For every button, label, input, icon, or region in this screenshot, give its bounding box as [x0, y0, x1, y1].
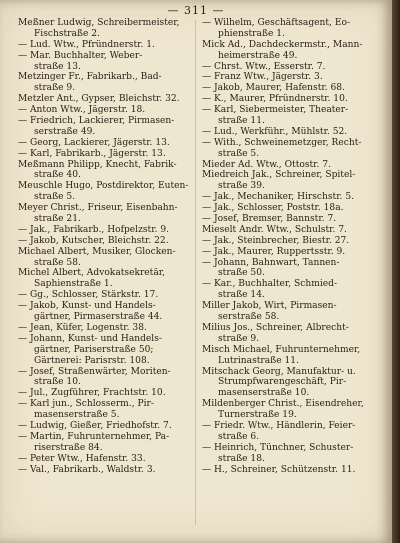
directory-entry: Meßmann Philipp, Knecht, Fabrik- — [18, 159, 177, 170]
directory-entry: Metzinger Fr., Fabrikarb., Bad- — [18, 72, 162, 83]
directory-entry: — Karl jun., Schlosserm., Pir- — [18, 399, 154, 410]
directory-entry-continuation: straße 39. — [218, 181, 265, 192]
directory-entry-continuation: straße 13. — [34, 61, 81, 72]
directory-entry: — Chrst. Wtw., Esserstr. 7. — [202, 61, 326, 72]
directory-entry: Meyer Christ., Friseur, Eisenbahn- — [18, 203, 178, 214]
directory-entry: — Heinrich, Tünchner, Schuster- — [202, 442, 354, 453]
directory-entry-continuation: riserstraße 84. — [34, 442, 103, 453]
directory-entry-continuation: straße 11. — [218, 116, 265, 127]
directory-entry: Michel Albert, Advokatsekretär, — [18, 268, 166, 279]
book-binding — [392, 0, 400, 543]
directory-entry: — Wilhelm, Geschäftsagent, Eo- — [202, 18, 351, 28]
directory-entry: — Val., Fabrikarb., Waldstr. 3. — [18, 464, 156, 475]
directory-entry-continuation: straße 9. — [218, 333, 260, 344]
directory-entry: Miedreich Jak., Schreiner, Spitel- — [202, 170, 356, 181]
directory-entry: — With., Schweinemetzger, Recht- — [202, 137, 362, 148]
directory-entry-continuation: straße 14. — [218, 290, 265, 301]
directory-entry: — Jean, Küfer, Logenstr. 38. — [18, 322, 147, 333]
directory-entry-continuation: Turnerstraße 19. — [218, 410, 297, 421]
directory-entry-continuation: heimerstraße 49. — [218, 50, 298, 61]
directory-entry-continuation: Strumpfwarengeschäft, Pir- — [218, 377, 347, 388]
directory-entry: — Jakob, Maurer, Hafenstr. 68. — [202, 83, 345, 94]
directory-entry-continuation: straße 18. — [218, 453, 265, 464]
directory-entry: — H., Schreiner, Schützenstr. 11. — [202, 464, 356, 475]
left-column — [18, 18, 193, 475]
directory-entry: — K., Maurer, Pfründnerstr. 10. — [202, 94, 348, 105]
directory-entry: Miller Jakob, Wirt, Pirmasen- — [202, 301, 337, 312]
directory-entry: — Johann, Kunst- und Handels- — [18, 333, 162, 344]
directory-entry: — Lud. Wtw., Pfründnerstr. 1. — [18, 39, 155, 50]
directory-entry-continuation: Saphienstraße 1. — [34, 279, 113, 290]
directory-entry: — Ludwig, Gießer, Friedhofstr. 7. — [18, 420, 172, 431]
directory-entry: Mildenberger Christ., Eisendreher, — [202, 399, 364, 410]
directory-entry-continuation: straße 5. — [34, 192, 76, 203]
directory-entry-continuation: Gärtnerei: Parisrstr. 108. — [34, 355, 150, 366]
directory-entry: — Johann, Bahnwart, Tannen- — [202, 257, 340, 268]
directory-entry: Mieder Ad. Wtw., Ottostr. 7. — [202, 159, 331, 170]
directory-entry: Mieselt Andr. Wtw., Schulstr. 7. — [202, 224, 347, 235]
directory-entry-continuation: straße 10. — [34, 377, 81, 388]
directory-entry: — Jak., Schlosser, Poststr. 18a. — [202, 203, 344, 214]
directory-entry: — Friedrich, Lackierer, Pirmasen- — [18, 116, 175, 127]
directory-entry: — Jak., Steinbrecher, Biestr. 27. — [202, 235, 350, 246]
directory-entry: — Josef, Bremser, Bannstr. 7. — [202, 214, 337, 225]
directory-entry-continuation: serstraße 49. — [34, 126, 96, 137]
directory-entry-continuation: straße 21. — [34, 214, 81, 225]
directory-entry: Mick Ad., Dachdeckermstr., Mann- — [202, 39, 363, 50]
directory-entry-continuation: gärtner, Pariserstraße 50; — [34, 344, 154, 355]
directory-entry: — Mar. Buchhalter, Weber- — [18, 50, 143, 61]
directory-entry-continuation: Lutrinastraße 11. — [218, 355, 299, 366]
directory-entry: Meuschle Hugo, Postdirektor, Euten- — [18, 181, 189, 192]
directory-entry: — Jakob, Kutscher, Bleichstr. 22. — [18, 235, 169, 246]
right-column — [202, 18, 377, 475]
directory-entry-continuation: straße 58. — [34, 257, 81, 268]
directory-entry: Meßner Ludwig, Schreibermeister, — [18, 18, 180, 28]
directory-entry: — Jul., Zugführer, Frachtstr. 10. — [18, 388, 166, 399]
directory-entry: — Karl, Fabrikarb., Jägerstr. 13. — [18, 148, 166, 159]
directory-entry-continuation: serstraße 58. — [218, 312, 280, 323]
directory-entry: Misch Michael, Fuhrunternehmer, — [202, 344, 361, 355]
directory-entry-continuation: straße 9. — [34, 83, 76, 94]
directory-entry: — Peter Wtw., Hafenstr. 33. — [18, 453, 146, 464]
directory-entry: — Jakob, Kunst- und Handels- — [18, 301, 156, 312]
directory-entry: Milius Jos., Schreiner, Albrecht- — [202, 322, 349, 333]
directory-entry: — Gg., Schlosser, Stärkstr. 17. — [18, 290, 159, 301]
directory-entry-continuation: masenserstraße 5. — [34, 410, 120, 421]
directory-entry: — Jak., Maurer, Ruppertsstr. 9. — [202, 246, 346, 257]
directory-entry-continuation: straße 6. — [218, 431, 260, 442]
directory-entry: — Kar., Buchhalter, Schmied- — [202, 279, 338, 290]
directory-entry-continuation: straße 5. — [218, 148, 260, 159]
directory-entry: Mitschack Georg, Manufaktur- u. — [202, 366, 356, 377]
directory-entry: — Anton Wtw., Jägerstr. 18. — [18, 105, 146, 116]
directory-entry-continuation: straße 40. — [34, 170, 81, 181]
page-number: — 311 — — [167, 4, 225, 17]
directory-entry-continuation: phienstraße 1. — [218, 28, 285, 39]
directory-entry: — Martin, Fuhrunternehmer, Pa- — [18, 431, 170, 442]
directory-entry: — Jak., Mechaniker, Hirschstr. 5. — [202, 192, 355, 203]
directory-entry: — Georg, Lackierer, Jägerstr. 13. — [18, 137, 170, 148]
directory-entry: — Karl, Siebermeister, Theater- — [202, 105, 349, 116]
directory-entry: — Franz Wtw., Jägerstr. 3. — [202, 72, 323, 83]
directory-entry: Metzler Ant., Gypser, Bleichstr. 32. — [18, 94, 180, 105]
directory-entry: Michael Albert, Musiker, Glocken- — [18, 246, 176, 257]
directory-entry: — Lud., Werkführ., Mühlstr. 52. — [202, 126, 348, 137]
directory-entry: — Friedr. Wtw., Händlerin, Feier- — [202, 420, 356, 431]
column-divider — [195, 20, 196, 525]
directory-entry: — Josef, Straßenwärter, Moriten- — [18, 366, 171, 377]
directory-entry-continuation: masenserstraße 10. — [218, 388, 310, 399]
directory-entry: — Jak., Fabrikarb., Hofpelzstr. 9. — [18, 224, 169, 235]
directory-entry-continuation: Fischstraße 2. — [34, 28, 100, 39]
directory-entry-continuation: straße 50. — [218, 268, 265, 279]
directory-entry-continuation: gärtner, Pirmaserstraße 44. — [34, 312, 163, 323]
